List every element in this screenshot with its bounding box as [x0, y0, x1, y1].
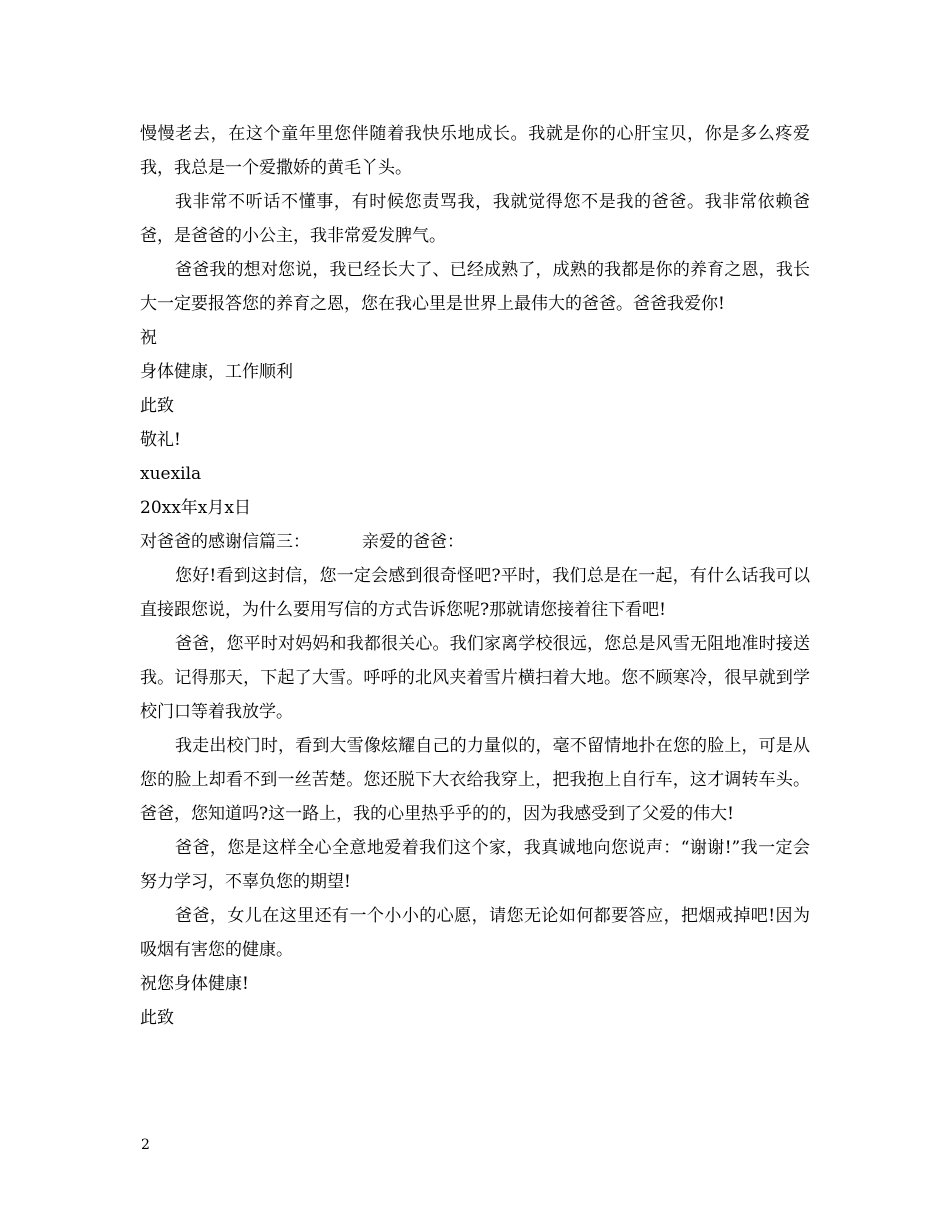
letter-three-salutation: 亲爱的爸爸： — [362, 532, 464, 552]
paragraph-childhood: 慢慢老去，在这个童年里您伴随着我快乐地成长。我就是你的心肝宝贝，你是多么疼爱我，我总是一个爱撒娇的黄毛丫头。 — [140, 124, 810, 178]
paragraph-disobedient: 我非常不听话不懂事，有时候您责骂我，我就觉得您不是我的爸爸。我非常依赖爸爸，是爸爸的小公主，我非常爱发脾气。 — [140, 192, 810, 246]
page-number: 2 — [141, 1137, 150, 1153]
salute-line: 敬礼! — [140, 430, 181, 450]
paragraph-wish-quit-smoking: 爸爸，女儿在这里还有一个小小的心愿，请您无论如何都要答应，把烟戒掉吧!因为吸烟有害您的健康。 — [140, 906, 810, 960]
letter-three-closing-line: 此致 — [140, 1008, 174, 1028]
paragraph-snow: 我走出校门时，看到大雪像炫耀自己的力量似的，毫不留情地扑在您的脸上，可是从您的脸上却看不到一丝苦楚。您还脱下大衣给我穿上，把我抱上自行车，这才调转车头。爸爸，您知道吗?这一路上，我的心里热乎乎的的，因为我感受到了父爱的伟大! — [140, 736, 810, 824]
paragraph-grown-up: 爸爸我的想对您说，我已经长大了、已经成熟了，成熟的我都是你的养育之恩，我长大一定要报答您的养育之恩，您在我心里是世界上最伟大的爸爸。爸爸我爱你! — [140, 260, 810, 314]
paragraph-care: 爸爸，您平时对妈妈和我都很关心。我们家离学校很远，您总是风雪无阻地准时接送我。记得那天，下起了大雪。呼呼的北风夹着雪片横扫着大地。您不顾寒冷，很早就到学校门口等着我放学。 — [140, 634, 810, 722]
closing-line: 此致 — [140, 396, 174, 416]
document-body — [140, 117, 810, 1035]
letter-three-wish-line: 祝您身体健康! — [140, 974, 249, 994]
letter-three-heading-row — [140, 525, 810, 559]
paragraph-thanks: 爸爸，您是这样全心全意地爱着我们这个家，我真诚地向您说声：“谢谢!”我一定会努力学习，不辜负您的期望! — [140, 838, 810, 892]
wish-content-line: 身体健康，工作顺利 — [140, 362, 293, 382]
paragraph-greeting: 您好!看到这封信，您一定会感到很奇怪吧?平时，我们总是在一起，有什么话我可以直接跟您说，为什么要用写信的方式告诉您呢?那就请您接着往下看吧! — [140, 566, 810, 620]
signature-line: xuexila — [140, 464, 202, 484]
date-line: 20xx年x月x日 — [140, 498, 251, 518]
wish-line: 祝 — [140, 328, 157, 348]
letter-three-heading: 对爸爸的感谢信篇三： — [140, 532, 310, 552]
